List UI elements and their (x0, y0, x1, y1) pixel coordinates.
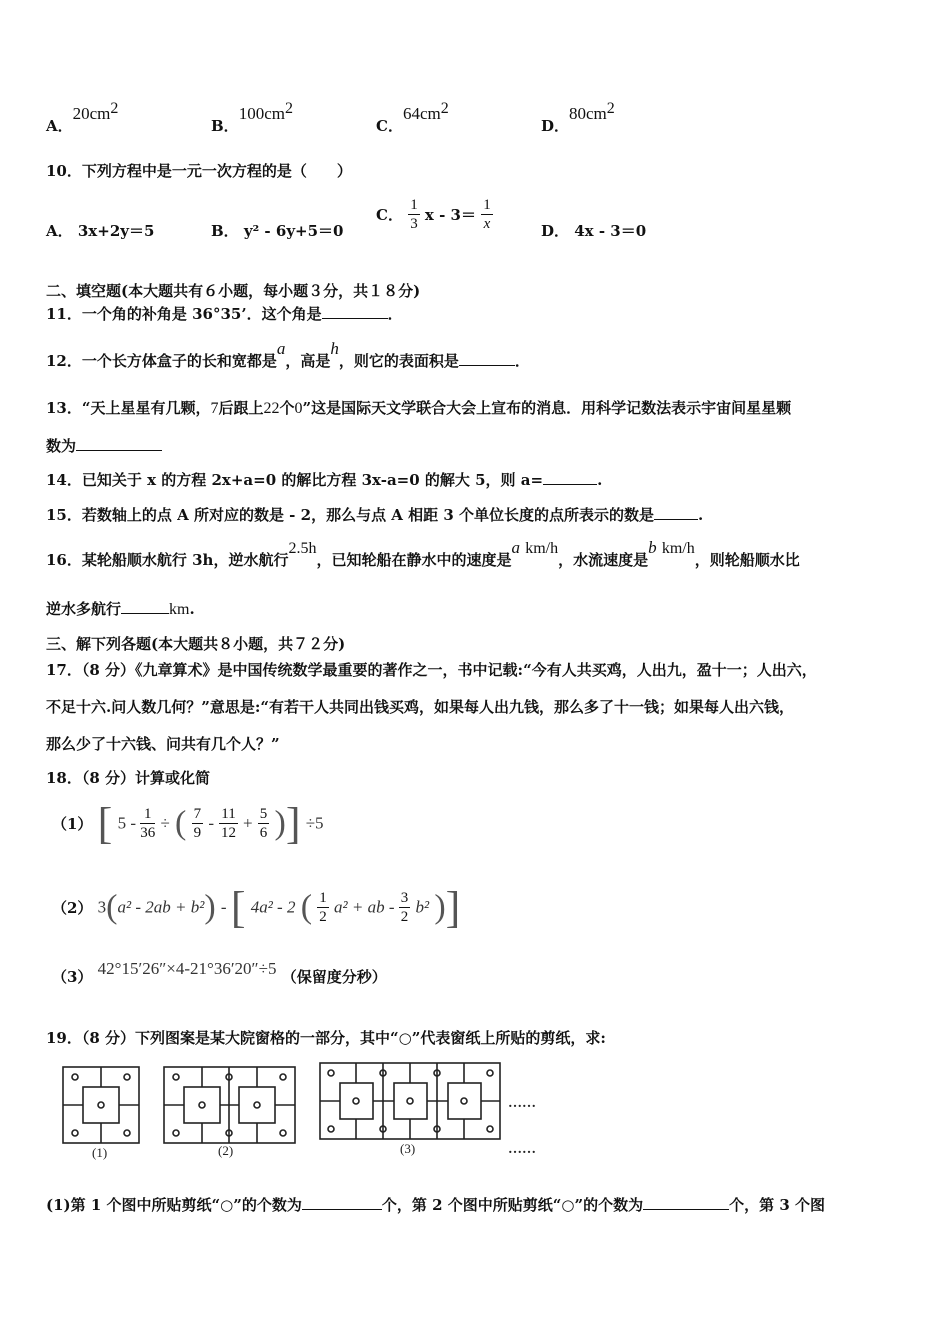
q18-part2: （2） 3(a² - 2ab + b²) - [ 4a² - 2 ( $\frac{1}{2}$ a² + ab - $\frac{3}{2}$ b² )] (52, 883, 461, 932)
continuation-dots: …… (508, 1096, 536, 1111)
q17-line3: 那么少了十六钱、问共有几个人？” (46, 735, 280, 753)
q14: 14．已知关于 x 的方程 2x+a=0 的解比方程 3x-a=0 的解大 5，则 a= . (46, 471, 603, 489)
q16-line1: 16．某轮船顺水航行 3h，逆水航行2.5h，已知轮船在静水中的速度是a km/h，水流速度是b km/h，则轮船顺水比 (46, 538, 800, 569)
q12: 12．一个长方体盒子的长和宽都是a，高是h，则它的表面积是 ． (46, 339, 530, 370)
fraction: $\frac{5}{6}$ (259, 806, 268, 841)
q10-option-c: C． $\frac{1}{3}$ x - 3＝ $\frac{1}{x}$ (376, 197, 491, 232)
q18-title: 18．（8 分）计算或化简 (46, 769, 211, 787)
q13-line2: 数为 (46, 435, 162, 456)
fraction: $\frac{1}{36}$ (140, 806, 156, 841)
fraction: $\frac{1}{3}$ (410, 197, 418, 232)
fraction: $\frac{11}{12}$ (220, 806, 236, 841)
q10-option-a: A． 3x+2y＝5 (46, 222, 155, 240)
answer-blank[interactable] (76, 450, 162, 451)
answer-blank[interactable] (459, 365, 515, 366)
answer-blank[interactable] (643, 1209, 729, 1210)
q13-line1: 13．“天上星星有几颗，7后跟上22个0”这是国际天文学联合大会上宣布的消息．用科学记数法表示宇宙间星星颗 (46, 399, 792, 417)
figure-3-label: (3) (400, 1141, 416, 1156)
q9-option-d: D．$80cm^2$ (541, 100, 615, 135)
q17-line1: 17．（8 分）《九章算术》是中国传统数学最重要的著作之一，书中记载:“今有人共买鸡，人出九，盈十一；人出六， (46, 661, 817, 679)
answer-blank[interactable] (302, 1209, 382, 1210)
figure-2 (164, 1067, 295, 1143)
section-3-title: 三、解下列各题(本大题共８小题，共７２分) (46, 635, 346, 653)
q17-line2: 不足十六.问人数几何？”意思是:“有若干人共同出钱买鸡，如果每人出九钱，那么多了十一钱；如果每人出六钱， (46, 698, 795, 716)
q10-option-d: D． 4x - 3＝0 (541, 222, 647, 240)
q16-line2: 逆水多航行 km. (46, 600, 195, 618)
continuation-dots: …… (508, 1142, 536, 1157)
answer-blank[interactable] (543, 484, 597, 485)
q10-stem: 10．下列方程中是一元一次方程的是（ ） (46, 162, 352, 180)
q18-part3: （3） 42°15′26″×4-21°36′20″÷5 （保留度分秒） (52, 959, 387, 986)
figure-2-label: (2) (218, 1143, 234, 1158)
fraction: $\frac{1}{2}$ (319, 890, 327, 925)
q9-option-a: A．$20cm^2$ (46, 100, 119, 135)
q18-part1: （1） [ 5 - $\frac{1}{36}$ ÷ ( $\frac{7}{9}$ - $\frac{11}{12}$ + $\frac{5}{6}$ )] ÷5 (52, 799, 324, 848)
q11: 11．一个角的补角是 36°35’．这个角是 ． (46, 305, 403, 323)
answer-blank[interactable] (121, 613, 169, 614)
window-pattern-figures (0, 1055, 600, 1165)
figure-1-label: (1) (92, 1145, 108, 1160)
q19-sub1: (1)第 1 个图中所贴剪纸“○”的个数为 个，第 2 个图中所贴剪纸“○”的个数为 个，第 3 个图 (46, 1196, 825, 1214)
section-2-title: 二、填空题(本大题共有６小题，每小题３分，共１８分) (46, 282, 421, 300)
fraction: $\frac{7}{9}$ (193, 806, 202, 841)
answer-blank[interactable] (654, 519, 698, 520)
q10-option-b: B． y² - 6y+5＝0 (211, 222, 344, 240)
fraction: $\frac{3}{2}$ (400, 890, 409, 925)
q19-stem: 19．（8 分）下列图案是某大院窗格的一部分，其中“○”代表窗纸上所贴的剪纸，求: (46, 1029, 606, 1047)
figure-3 (320, 1063, 500, 1139)
q9-option-b: B．$100cm^2$ (211, 100, 293, 135)
q9-option-c: C．$64cm^2$ (376, 100, 449, 135)
fraction: $\frac{1}{x}$ (483, 197, 491, 232)
figure-1 (63, 1067, 139, 1143)
q15: 15．若数轴上的点 A 所对应的数是 - 2，那么与点 A 相距 3 个单位长度的点所表示的数是 . (46, 506, 704, 524)
answer-blank[interactable] (322, 318, 388, 319)
